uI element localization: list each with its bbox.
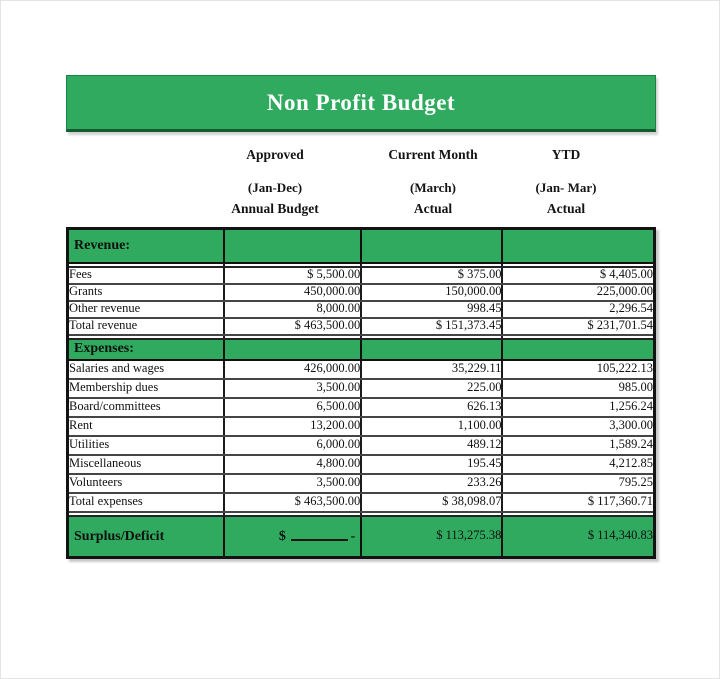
- current-amount-cell: 150,000.00: [361, 284, 502, 301]
- row-label-cell: Volunteers: [68, 474, 224, 493]
- table-row: [68, 398, 655, 417]
- approved-amount-cell: $ 463,500.00: [224, 318, 361, 335]
- section-header-label: Expenses:: [68, 339, 224, 360]
- budget-table: [66, 227, 656, 559]
- table-row-total-revenue: [68, 318, 655, 335]
- row-label-cell: Membership dues: [68, 379, 224, 398]
- column-header-line: (Jan- Mar): [535, 180, 597, 195]
- surplus-current-cell: $ 113,275.38: [361, 516, 502, 558]
- approved-amount-cell: 6,000.00: [224, 436, 361, 455]
- column-header-line: YTD: [551, 147, 581, 162]
- section-header-label: Revenue:: [68, 229, 224, 263]
- column-header-ytd: [490, 132, 642, 217]
- ytd-amount-cell: 3,300.00: [502, 417, 654, 436]
- column-header-line: Actual: [546, 201, 586, 216]
- surplus-ytd-cell: $ 114,340.83: [502, 516, 654, 558]
- table-row: [68, 360, 655, 379]
- row-label-cell: Miscellaneous: [68, 455, 224, 474]
- column-header-line: Current Month: [388, 147, 478, 162]
- empty-cell: [502, 229, 654, 263]
- approved-amount-cell: 6,500.00: [224, 398, 361, 417]
- row-label-cell: Total revenue: [68, 318, 224, 335]
- current-amount-cell: 626.13: [361, 398, 502, 417]
- table-row: [68, 301, 655, 318]
- approved-amount-cell: 3,500.00: [224, 474, 361, 493]
- section-header-label: Surplus/Deficit: [68, 516, 224, 558]
- approved-amount-cell: 4,800.00: [224, 455, 361, 474]
- ytd-amount-cell: 795.25: [502, 474, 654, 493]
- table-row: [68, 436, 655, 455]
- current-amount-cell: 195.45: [361, 455, 502, 474]
- row-label-cell: Total expenses: [68, 493, 224, 512]
- approved-amount-cell: 13,200.00: [224, 417, 361, 436]
- table-row-total-expenses: [68, 493, 655, 512]
- empty-cell: [502, 339, 654, 360]
- current-amount-cell: 225.00: [361, 379, 502, 398]
- current-amount-cell: $ 375.00: [361, 267, 502, 284]
- ytd-amount-cell: $ 231,701.54: [502, 318, 654, 335]
- section-header-row-revenue: [68, 229, 655, 263]
- row-label-cell: Fees: [68, 267, 224, 284]
- current-amount-cell: 233.26: [361, 474, 502, 493]
- ytd-amount-cell: 105,222.13: [502, 360, 654, 379]
- ytd-amount-cell: $ 117,360.71: [502, 493, 654, 512]
- empty-cell: [224, 229, 361, 263]
- row-label-cell: Utilities: [68, 436, 224, 455]
- approved-amount-cell: 8,000.00: [224, 301, 361, 318]
- column-header-line: Annual Budget: [231, 201, 319, 216]
- table-row: [68, 417, 655, 436]
- currency-sign: $: [278, 528, 286, 544]
- ytd-amount-cell: $ 4,405.00: [502, 267, 654, 284]
- surplus-deficit-row: [68, 516, 655, 558]
- column-header-line: Actual: [413, 201, 453, 216]
- row-label-cell: Rent: [68, 417, 224, 436]
- table-row: [68, 267, 655, 284]
- current-amount-cell: 1,100.00: [361, 417, 502, 436]
- column-header-current-month: [362, 132, 504, 217]
- table-row: [68, 284, 655, 301]
- ytd-amount-cell: 985.00: [502, 379, 654, 398]
- current-amount-cell: $ 38,098.07: [361, 493, 502, 512]
- column-headers: [66, 132, 656, 227]
- approved-amount-cell: 3,500.00: [224, 379, 361, 398]
- ytd-amount-cell: 1,256.24: [502, 398, 654, 417]
- empty-cell: [361, 229, 502, 263]
- empty-cell: [224, 339, 361, 360]
- ytd-amount-cell: 1,589.24: [502, 436, 654, 455]
- empty-cell: [361, 339, 502, 360]
- title-banner: [66, 75, 656, 132]
- page-title: Non Profit Budget: [266, 89, 456, 115]
- row-label-cell: Grants: [68, 284, 224, 301]
- column-header-approved: [204, 132, 346, 217]
- current-amount-cell: 35,229.11: [361, 360, 502, 379]
- current-amount-cell: $ 151,373.45: [361, 318, 502, 335]
- row-label-cell: Salaries and wages: [68, 360, 224, 379]
- approved-amount-cell: $ 463,500.00: [224, 493, 361, 512]
- approved-amount-cell: 450,000.00: [224, 284, 361, 301]
- row-label-cell: Other revenue: [68, 301, 224, 318]
- current-amount-cell: 998.45: [361, 301, 502, 318]
- column-header-line: Approved: [246, 147, 304, 162]
- current-amount-cell: 489.12: [361, 436, 502, 455]
- ytd-amount-cell: 2,296.54: [502, 301, 654, 318]
- surplus-approved-cell: [224, 516, 361, 558]
- approved-amount-cell: 426,000.00: [224, 360, 361, 379]
- section-header-row-expenses: [68, 339, 655, 360]
- table-row: [68, 455, 655, 474]
- table-row: [68, 474, 655, 493]
- blank-underline: [291, 539, 348, 541]
- ytd-amount-cell: 4,212.85: [502, 455, 654, 474]
- ytd-amount-cell: 225,000.00: [502, 284, 654, 301]
- column-header-line: (Jan-Dec): [247, 180, 303, 195]
- dash-placeholder: -: [350, 528, 356, 544]
- approved-amount-cell: $ 5,500.00: [224, 267, 361, 284]
- table-row: [68, 379, 655, 398]
- column-header-line: (March): [410, 180, 456, 195]
- row-label-cell: Board/committees: [68, 398, 224, 417]
